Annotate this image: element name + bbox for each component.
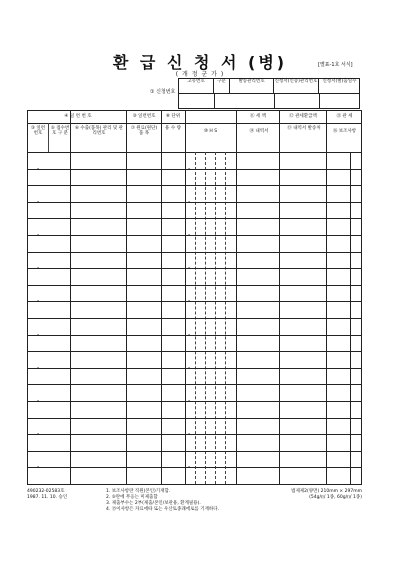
form-number: [별표-1호 서식] — [318, 62, 353, 68]
row-marker: - — [188, 297, 191, 305]
header-table — [178, 78, 360, 109]
col-header-group: ④ 일 련 번 호 — [64, 114, 92, 119]
header-divider — [214, 93, 215, 109]
table-row-divider — [28, 218, 361, 219]
form-subtitle: ( 개 정 군 가 ) — [175, 71, 225, 78]
grid-line — [279, 111, 280, 484]
footer-line: (54g/㎡ 1종, 60g/㎡ 1종) — [309, 495, 362, 501]
header-divider — [319, 93, 320, 109]
table-row-divider — [28, 318, 361, 319]
table-row-divider — [28, 268, 361, 269]
row-marker: - — [37, 397, 40, 404]
table-row-divider — [28, 434, 361, 435]
footer-note: 1. 보조사항란 직원(본인)기재함. — [106, 489, 171, 494]
grid-line — [48, 123, 49, 152]
row-marker: - — [188, 264, 191, 272]
header-divider — [179, 93, 359, 94]
header-cell: 고유번호 — [179, 79, 214, 93]
grid-line — [326, 111, 327, 484]
col-header: ⑧ 단위 — [165, 114, 181, 119]
table-row-divider — [28, 418, 361, 419]
col-header: ⑩ H S — [203, 129, 218, 134]
form-title: 환 급 신 청 서 (병) — [112, 53, 288, 72]
application-number-label: ① 신청번호 — [150, 89, 176, 95]
row-marker: - — [188, 330, 191, 338]
grid-line — [70, 111, 71, 484]
col-header: ⑮ 내역서 발송처 — [287, 126, 321, 131]
footer-line: 490232-02583호 — [27, 489, 65, 494]
table-row-divider — [28, 351, 361, 352]
col-header: ③ 일련번호 — [30, 126, 46, 137]
table-row-divider — [28, 252, 361, 253]
table-row-divider — [28, 169, 361, 170]
header-cell: 발송관리번호 — [230, 79, 274, 93]
table-row-divider — [28, 235, 361, 236]
row-marker: - — [188, 430, 191, 438]
col-header: ⑬ 관 세 — [336, 114, 353, 119]
application-grid — [27, 110, 362, 485]
col-header: ⑯ 보조사항 — [332, 129, 357, 134]
grid-line — [126, 111, 127, 484]
header-cell: 신청서(별)출일수 — [322, 79, 357, 84]
footer-line: 법제제2(양면) 210mm × 297mm — [291, 489, 362, 494]
table-row-divider — [28, 401, 361, 402]
row-marker: - — [188, 363, 191, 371]
table-row-divider — [28, 202, 361, 203]
table-row-divider — [28, 185, 361, 186]
footer-notes — [106, 489, 219, 513]
table-row-divider — [28, 301, 361, 302]
col-header: ⑪ 세 액 — [249, 114, 267, 119]
table-row-divider — [28, 335, 361, 336]
row-marker: - — [37, 164, 40, 172]
row-marker: - — [37, 231, 40, 238]
table-row-divider — [28, 451, 361, 452]
table-row-divider — [28, 368, 361, 369]
footer-note: 2. ⑤란에 무응는 미제출함 — [106, 495, 158, 501]
row-marker: - — [37, 297, 40, 305]
grid-line — [161, 111, 162, 484]
col-header: ⑭ 내역서 — [249, 129, 269, 134]
table-row-divider — [28, 285, 361, 286]
col-header: ⑤ 접수번호 구 분 — [50, 126, 70, 137]
row-marker: - — [188, 231, 191, 238]
header-divider — [274, 93, 275, 109]
col-header: 용 수 량 — [165, 126, 181, 131]
row-marker: - — [37, 463, 40, 471]
header-cell: 구분 — [214, 79, 230, 93]
footer-line: 1987. 11. 10. 승인 — [27, 495, 68, 501]
table-row-divider — [28, 384, 361, 385]
row-marker: - — [37, 330, 40, 338]
col-header: ⑥ 수출(품목) 관리 및 관리번호 — [74, 126, 124, 137]
footer-paper-spec — [268, 489, 362, 501]
row-marker: - — [188, 463, 191, 471]
row-marker: - — [37, 197, 40, 205]
footer-note: 4. ⑮이사항은 자료에따 또는 우산토종괘에로를 기재하다. — [106, 507, 220, 513]
col-header: ③ 일련번호 — [132, 114, 156, 119]
grid-line — [28, 123, 361, 124]
row-marker: - — [188, 164, 191, 172]
row-marker: - — [37, 363, 40, 371]
row-marker: - — [188, 197, 191, 205]
col-header: ⑫ 관세환급액 — [289, 114, 317, 119]
row-marker: - — [188, 397, 191, 404]
col-header: ⑦ 원료(원단) 품 목 — [130, 126, 158, 137]
table-row-divider — [28, 467, 361, 468]
grid-line — [236, 111, 237, 484]
header-cell: 신청서(인증)관리번호 — [274, 79, 319, 93]
row-marker: - — [37, 430, 40, 438]
row-marker: - — [37, 264, 40, 272]
footer-approval — [27, 489, 67, 501]
footer-note: 3. 제출부수는 2부(제출/본인/보관용, 환계필용). — [106, 501, 201, 507]
grid-line — [185, 111, 186, 484]
